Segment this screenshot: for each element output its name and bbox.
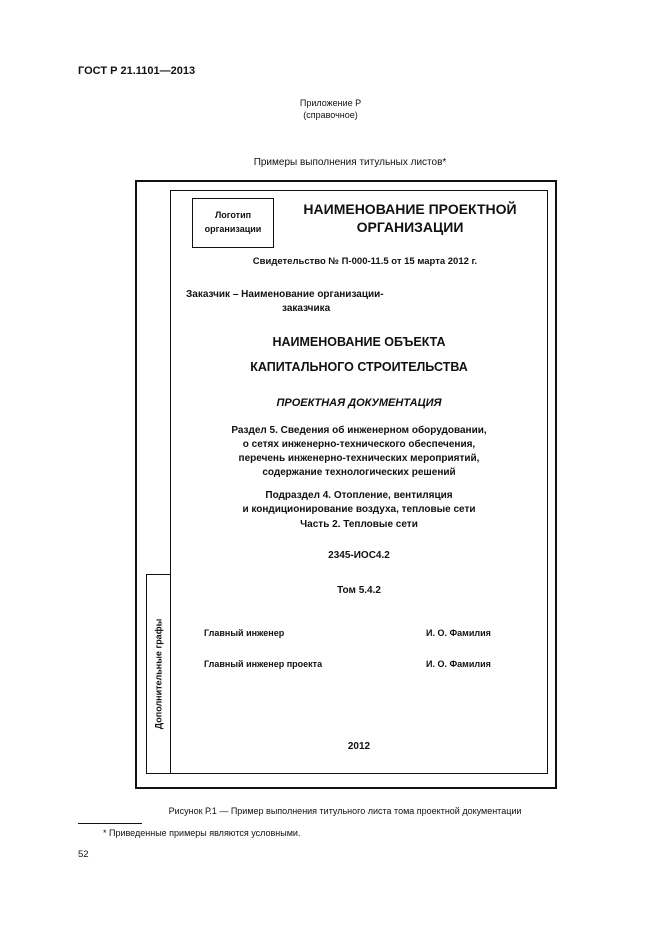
signature-role-1: Главный инженер (204, 628, 285, 638)
logo-label-line1: Логотип (214, 210, 252, 220)
subsection-title-line2: и кондиционирование воздуха, тепловые сети (242, 504, 476, 515)
signature-name-1: И. О. Фамилия (426, 628, 491, 638)
footnote-separator (78, 823, 142, 824)
figure-caption: Рисунок Р.1 — Пример выполнения титульного листа тома проектной документации (168, 806, 522, 816)
document-code: 2345-ИОС4.2 (328, 550, 390, 561)
part-title: Часть 2. Тепловые сети (300, 519, 418, 530)
organization-name-line2: ОРГАНИЗАЦИИ (356, 219, 464, 235)
object-name-line2: КАПИТАЛЬНОГО СТРОИТЕЛЬСТВА (250, 360, 468, 374)
section-title-line3: перечень инженерно-технических мероприятий, (238, 453, 480, 464)
content-title: Примеры выполнения титульных листов* (253, 157, 447, 168)
section-title-line4: содержание технологических решений (262, 467, 456, 478)
document-type: ПРОЕКТНАЯ ДОКУМЕНТАЦИЯ (276, 397, 442, 409)
standard-header: ГОСТ Р 21.1101—2013 (78, 65, 196, 77)
subsection-title (170, 489, 548, 517)
customer-line1: Заказчик – Наименование организации- (186, 289, 384, 300)
appendix-type: (справочное) (303, 110, 358, 120)
section-title (170, 424, 548, 480)
section-title-line1: Раздел 5. Сведения об инженерном оборудовании, (231, 425, 487, 436)
logo-label-line2: организации (204, 224, 262, 234)
section-title-line2: о сетях инженерно-технического обеспечения, (242, 439, 476, 450)
title-sheet-inner-frame (170, 190, 548, 774)
object-name-line1: НАИМЕНОВАНИЕ ОБЪЕКТА (272, 335, 446, 349)
side-columns-label: Дополнительные графы (153, 618, 164, 730)
footnote: * Приведенные примеры являются условными. (103, 828, 301, 838)
organization-name-line1: НАИМЕНОВАНИЕ ПРОЕКТНОЙ (303, 201, 517, 217)
organization-name (280, 200, 540, 236)
side-columns-label-wrap (146, 574, 171, 774)
volume-number: Том 5.4.2 (337, 585, 381, 596)
subsection-title-line1: Подраздел 4. Отопление, вентиляция (265, 490, 453, 501)
page-number: 52 (78, 849, 89, 860)
certificate-line: Свидетельство № П-000-11.5 от 15 марта 2012 г. (252, 256, 478, 267)
signature-name-2: И. О. Фамилия (426, 659, 491, 669)
signature-role-2: Главный инженер проекта (204, 659, 323, 669)
logo-box (192, 198, 274, 248)
customer-line2: заказчика (282, 303, 331, 314)
appendix-title: Приложение Р (299, 98, 362, 108)
sheet-year: 2012 (347, 741, 371, 752)
